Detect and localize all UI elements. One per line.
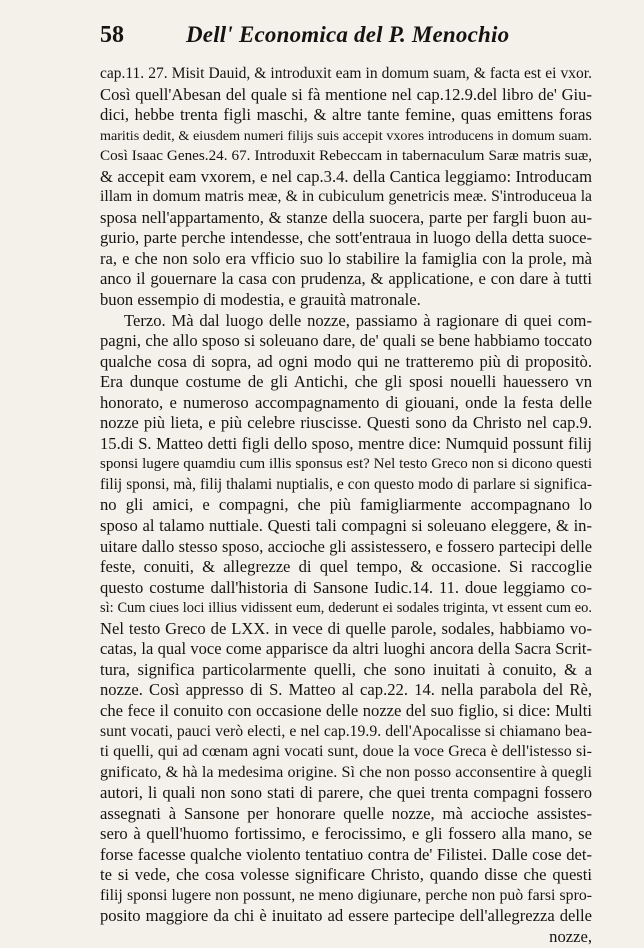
text-line: ti quelli, qui ad cœnam agni vocati sunt, doue la voce Greca è dell'istesso si-: [100, 743, 592, 761]
text-line: Nel testo Greco de LXX. in vece di quelle parole, sodales, habbiamo vo-: [100, 618, 592, 638]
text-line: nozze,: [549, 926, 592, 946]
text-line: questo costume dall'historia di Sansone Iudic.14. 11. doue leggiamo co-: [100, 577, 592, 597]
running-title: Dell' Economica del P. Menochio: [186, 22, 510, 47]
text-line: Così Isaac Genes.24. 67. Introduxit Rebeccam in tabernaculum Saræ matris suæ,: [100, 147, 592, 165]
text-line: pagni, che allo sposo si soleuano dare, de' quali se bene habbiamo toccato: [100, 331, 592, 351]
text-line: dici, hebbe trenta figli maschi, & altre tante femine, quas emittens foras: [100, 105, 592, 125]
text-line: honorato, e numeroso accompagnamento di giouani, onde la festa delle: [100, 392, 592, 412]
text-line: tura, significa particolarmente quelli, che sono inuitati à conuito, & a: [100, 659, 592, 679]
text-line: forse facesse qualche violento tentatiuo contra de' Filistei. Dalle cose det-: [100, 844, 592, 864]
text-line: sunt vocati, pauci verò electi, e nel cap.19.9. dell'Apocalisse si chiamano bea-: [100, 722, 592, 740]
text-line: cap.11. 27. Misit Dauid, & introduxit eam in domum suam, & facta est ei vxor.: [100, 65, 592, 82]
text-line: te si vede, che cosa volesse significare Christo, quando disse che questi: [100, 865, 592, 885]
text-line: catas, la qual voce come apparisce da altri luoghi ancora della Sacra Scrit-: [100, 639, 592, 659]
text-line: che fece il conuito con occasione delle nozze del suo figlio, si dice: Multi: [100, 700, 592, 720]
text-line: qualche cosa di sopra, ad ogni modo qui ne tratteremo più di propositò.: [100, 351, 592, 371]
body-text: [100, 64, 592, 948]
text-line: sero à quell'huomo fortissimo, e ferocissimo, e gli fossero alla mano, se: [100, 824, 592, 844]
text-line: Terzo. Mà dal luogo delle nozze, passiamo à ragionare di quei com-: [124, 310, 592, 330]
running-head: [100, 22, 592, 58]
text-line: ra, e che non solo era vfficio suo lo stabilire la famiglia con la prole, mà: [100, 248, 592, 268]
text-line: sì: Cum ciues loci illius vidissent eum, dederunt ei sodales triginta, vt essent cum eo.: [100, 600, 592, 617]
text-line: sponsi lugere quamdiu cum illis sponsus est? Nel testo Greco non si dicono questi: [100, 456, 592, 473]
text-line: buon essempio di modestia, e grauità matronale.: [100, 290, 421, 310]
text-line: no gli amici, e compagni, che più famigliarmente accompagnano lo: [100, 495, 592, 515]
text-line: illam in domum matris meæ, & in cubiculum genetricis meæ. S'introduceua la: [100, 188, 592, 206]
text-line: 15.di S. Matteo detti figli dello sposo, mentre dice: Numquid possunt filij: [100, 433, 592, 453]
text-line: gurio, parte perche intendesse, che sott'entraua in luogo della detta suoce-: [100, 228, 592, 248]
text-line: autori, li quali non sono stati di parere, che quei trenta compagni fossero: [100, 783, 592, 803]
page-number: 58: [100, 22, 124, 48]
text-line: uitare dallo stesso sposo, accioche gli assistessero, e fossero partecipi delle: [100, 536, 592, 556]
text-line: gnificato, & hà la medesima origine. Sì che non posso acconsentire à quegli: [100, 763, 592, 781]
text-line: filij sponsi, mà, filij thalami nuptialis, e con questo modo di parlare si significa-: [100, 475, 592, 493]
text-line: feste, conuiti, & allegrezze di quel tempo, & occasione. Si raccoglie: [100, 557, 592, 577]
text-line: posito maggiore da chi è inuitato ad essere partecipe dell'allegrezza delle: [100, 906, 592, 926]
text-line: anco il gouernare la casa con prudenza, & applicatione, e con dare à tutti: [100, 269, 592, 289]
text-line: Era dunque costume de gli Antichi, che gli sposi nouelli hauessero vn: [100, 372, 592, 392]
text-line: Così quell'Abesan del quale si fà mentione nel cap.12.9.del libro de' Giu-: [100, 84, 592, 104]
text-line: sposo al talamo nuttiale. Questi tali compagni si soleuano eleggere, & in-: [100, 516, 592, 536]
text-line: filij sponsi lugere non possunt, ne meno digiunare, perche non può farsi spro-: [100, 886, 592, 904]
text-line: sposa nell'appartamento, & stanze della suocera, parte per fargli buon au-: [100, 207, 592, 227]
text-line: & accepit eam vxorem, e nel cap.3.4. della Cantica leggiamo: Introducam: [100, 166, 592, 186]
text-line: assegnati à Sansone per honorare quelle nozze, mà accioche assistes-: [100, 803, 592, 823]
text-line: nozze. Così appresso di S. Matteo al cap.22. 14. nella parabola del Rè,: [100, 680, 592, 700]
text-line: nozze più lieta, e più celebre riuscisse. Questi sono da Christo nel cap.9.: [100, 413, 592, 433]
text-line: maritis dedit, & eiusdem numeri filijs suis accepit vxores introducens in domum suam.: [100, 127, 592, 144]
